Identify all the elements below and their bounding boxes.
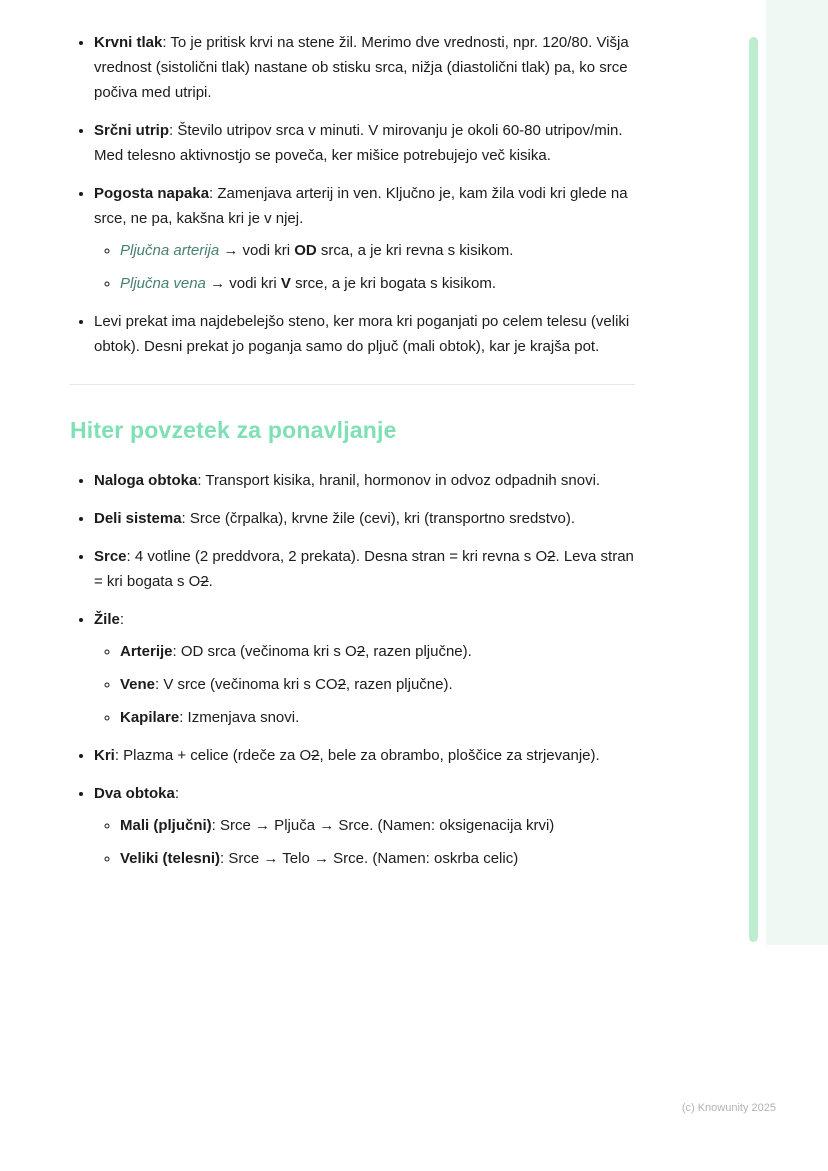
summary-list: [70, 468, 642, 871]
list-item: [94, 118, 642, 168]
list-item: [94, 468, 642, 493]
list-item-text: Dva obtoka:: [94, 785, 180, 802]
sub-list-item: [120, 271, 642, 296]
scrollbar-thumb[interactable]: [749, 37, 758, 942]
sub-list-item: [120, 846, 642, 871]
list-item-text: Mali (pljučni): Srce → Pljuča → Srce. (Namen: oksigenacija krvi): [120, 817, 555, 834]
list-item: [94, 544, 642, 594]
list-item: [94, 506, 642, 531]
list-item: [94, 743, 642, 768]
footer-credit: (c) Knowunity 2025: [681, 1102, 776, 1114]
list-item-text: Kapilare: Izmenjava snovi.: [120, 709, 300, 726]
list-item-text: Pljučna arterija → vodi kri OD srca, a je kri revna s kisikom.: [120, 242, 514, 259]
sub-list-item: [120, 705, 642, 730]
list-item: [94, 181, 642, 296]
list-item-text: Srce: 4 votline (2 preddvora, 2 prekata). Desna stran = kri revna s O2. Leva stran = kri bogata s O2.: [94, 548, 634, 590]
list-item-text: Arterije: OD srca (večinoma kri s O2, razen pljučne).: [120, 643, 472, 660]
list-item-text: Kri: Plazma + celice (rdeče za O2, bele za obrambo, ploščice za strjevanje).: [94, 747, 600, 764]
list-item-text: Srčni utrip: Število utripov srca v minuti. V mirovanju je okoli 60-80 utripov/min. Med telesno aktivnostjo se poveča, ker mišice potrebujejo več kisika.: [94, 122, 623, 164]
list-item: [94, 30, 642, 105]
list-item-text: Deli sistema: Srce (črpalka), krvne žile (cevi), kri (transportno sredstvo).: [94, 510, 575, 527]
list-item-text: Žile:: [94, 611, 125, 628]
list-item-text: Veliki (telesni): Srce → Telo → Srce. (Namen: oskrba celic): [120, 850, 519, 867]
list-item-text: Pogosta napaka: Zamenjava arterij in ven. Ključno je, kam žila vodi kri glede na srce, ne pa, kakšna kri je v njej.: [94, 185, 628, 227]
sub-list: [94, 813, 642, 871]
section-divider: [70, 384, 635, 385]
list-item: [94, 309, 642, 359]
list-item-text: Vene: V srce (večinoma kri s CO2, razen pljučne).: [120, 676, 453, 693]
list-item-text: Levi prekat ima najdebelejšo steno, ker mora kri poganjati po celem telesu (veliki obtok). Desni prekat jo poganja samo do pljuč (mali obtok), kar je krajša pot.: [94, 313, 630, 355]
sub-list-item: [120, 672, 642, 697]
summary-heading: Hiter povzetek za ponavljanje: [70, 417, 397, 443]
sub-list-item: [120, 813, 642, 838]
list-item-text: Krvni tlak: To je pritisk krvi na stene žil. Merimo dve vrednosti, npr. 120/80. Višja vrednost (sistolični tlak) nastane ob stisku srca, nižja (diastolični tlak) pa, ko srce počiva med utripi.: [94, 34, 629, 101]
list-item: [94, 781, 642, 871]
list-item-text: Naloga obtoka: Transport kisika, hranil, hormonov in odvoz odpadnih snovi.: [94, 472, 601, 489]
notes-list: [70, 30, 642, 359]
list-item-text: Pljučna vena → vodi kri V srce, a je kri bogata s kisikom.: [120, 275, 497, 292]
page-edge-strip: [766, 0, 828, 945]
sub-list: [94, 238, 642, 296]
list-item: [94, 607, 642, 730]
sub-list-item: [120, 639, 642, 664]
sub-list-item: [120, 238, 642, 263]
sub-list: [94, 639, 642, 730]
notes-content: [70, 30, 642, 884]
